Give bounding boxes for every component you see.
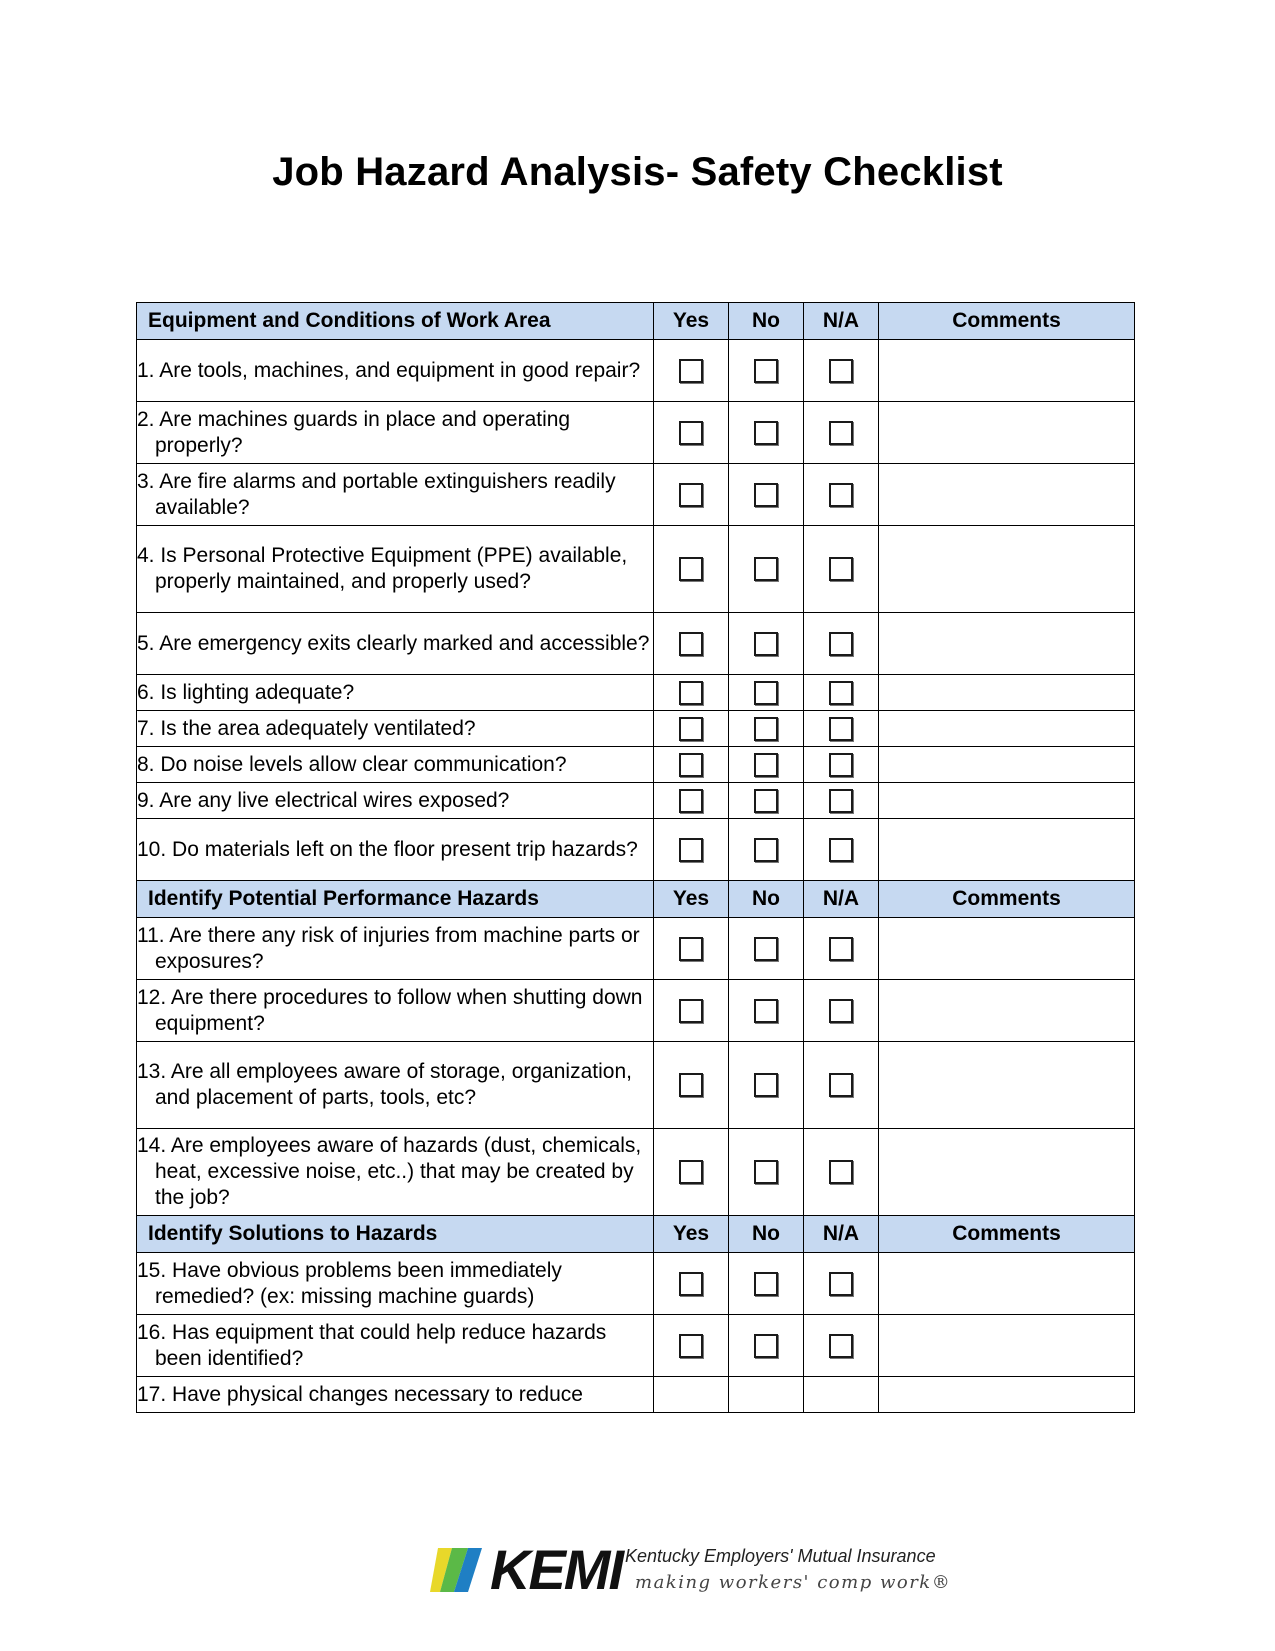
question-text: 2. Are machines guards in place and operating properly? — [137, 407, 571, 457]
no-cell — [729, 1377, 804, 1413]
company-name: Kentucky Employers' Mutual Insurance — [625, 1546, 936, 1566]
no-cell — [729, 675, 804, 711]
no-cell — [729, 1315, 804, 1377]
question-cell — [137, 711, 654, 747]
no-checkbox[interactable] — [754, 838, 778, 862]
checklist-row — [137, 1129, 1135, 1216]
yes-cell — [654, 526, 729, 613]
na-checkbox[interactable] — [829, 1334, 853, 1358]
no-cell — [729, 819, 804, 881]
no-cell — [729, 783, 804, 819]
no-checkbox[interactable] — [754, 1160, 778, 1184]
no-cell — [729, 1129, 804, 1216]
no-checkbox[interactable] — [754, 1272, 778, 1296]
no-column-header: No — [729, 303, 804, 340]
na-cell — [804, 675, 879, 711]
na-cell — [804, 918, 879, 980]
checklist-row — [137, 1253, 1135, 1315]
question-cell — [137, 613, 654, 675]
na-cell — [804, 980, 879, 1042]
no-checkbox[interactable] — [754, 1073, 778, 1097]
question-text: 5. Are emergency exits clearly marked and accessible? — [137, 631, 650, 655]
no-cell — [729, 980, 804, 1042]
no-cell — [729, 1253, 804, 1315]
checklist-row — [137, 711, 1135, 747]
yes-cell — [654, 675, 729, 711]
yes-cell — [654, 1042, 729, 1129]
comments-cell[interactable] — [879, 526, 1135, 613]
yes-checkbox[interactable] — [679, 1334, 703, 1358]
question-cell — [137, 783, 654, 819]
checklist-row — [137, 1315, 1135, 1377]
na-cell — [804, 783, 879, 819]
comments-cell[interactable] — [879, 980, 1135, 1042]
no-cell — [729, 1042, 804, 1129]
yes-cell — [654, 613, 729, 675]
na-cell — [804, 1377, 879, 1413]
question-cell — [137, 526, 654, 613]
checklist-row — [137, 464, 1135, 526]
yes-cell — [654, 402, 729, 464]
question-text: 15. Have obvious problems been immediately remedied? (ex: missing machine guards) — [137, 1258, 562, 1308]
na-checkbox[interactable] — [829, 717, 853, 741]
no-cell — [729, 613, 804, 675]
yes-checkbox[interactable] — [679, 632, 703, 656]
no-checkbox[interactable] — [754, 557, 778, 581]
no-checkbox[interactable] — [754, 789, 778, 813]
question-cell — [137, 675, 654, 711]
yes-column-header: Yes — [654, 1216, 729, 1253]
comments-cell[interactable] — [879, 675, 1135, 711]
yes-cell — [654, 819, 729, 881]
na-cell — [804, 464, 879, 526]
question-text: 17. Have physical changes necessary to reduce — [137, 1382, 583, 1406]
comments-cell[interactable] — [879, 918, 1135, 980]
checklist-row — [137, 613, 1135, 675]
yes-cell — [654, 747, 729, 783]
yes-cell — [654, 1129, 729, 1216]
na-column-header: N/A — [804, 881, 879, 918]
yes-checkbox[interactable] — [679, 1073, 703, 1097]
no-checkbox[interactable] — [754, 753, 778, 777]
comments-cell[interactable] — [879, 1042, 1135, 1129]
na-cell — [804, 711, 879, 747]
yes-cell — [654, 918, 729, 980]
yes-checkbox[interactable] — [679, 937, 703, 961]
yes-cell — [654, 1315, 729, 1377]
na-checkbox[interactable] — [829, 681, 853, 705]
question-text: 4. Is Personal Protective Equipment (PPE) available, properly maintained, and properly used? — [137, 544, 628, 593]
no-checkbox[interactable] — [754, 359, 778, 383]
yes-cell — [654, 980, 729, 1042]
comments-cell[interactable] — [879, 819, 1135, 881]
no-checkbox[interactable] — [754, 421, 778, 445]
no-column-header: No — [729, 1216, 804, 1253]
question-cell — [137, 1042, 654, 1129]
section-heading: Equipment and Conditions of Work Area — [137, 303, 654, 340]
yes-checkbox[interactable] — [679, 1272, 703, 1296]
na-column-header: N/A — [804, 1216, 879, 1253]
no-cell — [729, 464, 804, 526]
section-header-equipment — [137, 303, 1135, 340]
comments-cell[interactable] — [879, 783, 1135, 819]
kemi-wordmark: KEMI — [490, 1538, 622, 1601]
comments-column-header: Comments — [879, 1216, 1135, 1253]
yes-checkbox[interactable] — [679, 681, 703, 705]
na-cell — [804, 819, 879, 881]
na-checkbox[interactable] — [829, 359, 853, 383]
no-checkbox[interactable] — [754, 937, 778, 961]
na-cell — [804, 747, 879, 783]
na-cell — [804, 402, 879, 464]
question-text: 13. Are all employees aware of storage, organization, and placement of parts, tools, etc? — [137, 1060, 632, 1109]
na-cell — [804, 1253, 879, 1315]
na-cell — [804, 1315, 879, 1377]
question-cell — [137, 980, 654, 1042]
section-header-performance-hazards — [137, 881, 1135, 918]
no-cell — [729, 711, 804, 747]
question-text: 1. Are tools, machines, and equipment in good repair? — [137, 358, 641, 382]
checklist-row — [137, 340, 1135, 402]
question-cell — [137, 747, 654, 783]
comments-cell[interactable] — [879, 613, 1135, 675]
question-cell — [137, 402, 654, 464]
no-cell — [729, 402, 804, 464]
question-text: 11. Are there any risk of injuries from machine parts or exposures? — [137, 923, 640, 973]
comments-cell[interactable] — [879, 747, 1135, 783]
yes-cell — [654, 464, 729, 526]
no-checkbox[interactable] — [754, 681, 778, 705]
na-checkbox[interactable] — [829, 632, 853, 656]
question-cell — [137, 464, 654, 526]
na-checkbox[interactable] — [829, 1160, 853, 1184]
comments-cell[interactable] — [879, 1377, 1135, 1413]
yes-cell — [654, 783, 729, 819]
na-column-header: N/A — [804, 303, 879, 340]
question-cell — [137, 1315, 654, 1377]
checklist-row — [137, 675, 1135, 711]
yes-checkbox[interactable] — [679, 1160, 703, 1184]
yes-checkbox[interactable] — [679, 753, 703, 777]
no-cell — [729, 526, 804, 613]
checklist-row — [137, 819, 1135, 881]
question-text: 16. Has equipment that could help reduce hazards been identified? — [137, 1320, 607, 1370]
na-checkbox[interactable] — [829, 789, 853, 813]
na-checkbox[interactable] — [829, 937, 853, 961]
no-cell — [729, 918, 804, 980]
no-checkbox[interactable] — [754, 717, 778, 741]
checklist-row — [137, 1377, 1135, 1413]
yes-checkbox[interactable] — [679, 557, 703, 581]
no-cell — [729, 340, 804, 402]
na-checkbox[interactable] — [829, 838, 853, 862]
na-checkbox[interactable] — [829, 557, 853, 581]
yes-column-header: Yes — [654, 303, 729, 340]
yes-column-header: Yes — [654, 881, 729, 918]
section-heading: Identify Potential Performance Hazards — [137, 881, 654, 918]
checklist-row — [137, 747, 1135, 783]
section-heading: Identify Solutions to Hazards — [137, 1216, 654, 1253]
na-checkbox[interactable] — [829, 1272, 853, 1296]
section-header-solutions — [137, 1216, 1135, 1253]
comments-cell[interactable] — [879, 464, 1135, 526]
yes-checkbox[interactable] — [679, 483, 703, 507]
kemi-logo-mark-icon — [430, 1546, 488, 1594]
comments-cell[interactable] — [879, 340, 1135, 402]
comments-cell[interactable] — [879, 1129, 1135, 1216]
na-cell — [804, 340, 879, 402]
checklist-row — [137, 402, 1135, 464]
question-cell — [137, 1377, 654, 1413]
na-checkbox[interactable] — [829, 421, 853, 445]
yes-cell — [654, 711, 729, 747]
comments-column-header: Comments — [879, 303, 1135, 340]
question-text: 8. Do noise levels allow clear communication? — [137, 752, 567, 776]
question-cell — [137, 819, 654, 881]
page-title: Job Hazard Analysis- Safety Checklist — [272, 150, 1003, 194]
question-text: 14. Are employees aware of hazards (dust, chemicals, heat, excessive noise, etc..) that may be created by the job? — [137, 1134, 642, 1209]
company-tagline: making workers' comp work® — [635, 1572, 952, 1593]
na-checkbox[interactable] — [829, 1073, 853, 1097]
question-cell — [137, 918, 654, 980]
na-cell — [804, 1129, 879, 1216]
checklist-row — [137, 526, 1135, 613]
question-cell — [137, 1253, 654, 1315]
na-cell — [804, 526, 879, 613]
na-checkbox[interactable] — [829, 999, 853, 1023]
na-cell — [804, 613, 879, 675]
kemi-logo — [430, 1538, 952, 1601]
yes-cell — [654, 1377, 729, 1413]
question-text: 6. Is lighting adequate? — [137, 680, 355, 704]
checklist-row — [137, 980, 1135, 1042]
comments-cell[interactable] — [879, 1253, 1135, 1315]
yes-cell — [654, 1253, 729, 1315]
comments-cell[interactable] — [879, 711, 1135, 747]
na-cell — [804, 1042, 879, 1129]
checklist-row — [137, 1042, 1135, 1129]
question-text: 9. Are any live electrical wires exposed? — [137, 788, 510, 812]
yes-checkbox[interactable] — [679, 421, 703, 445]
comments-cell[interactable] — [879, 1315, 1135, 1377]
yes-checkbox[interactable] — [679, 717, 703, 741]
yes-checkbox[interactable] — [679, 838, 703, 862]
yes-checkbox[interactable] — [679, 359, 703, 383]
checklist-row — [137, 918, 1135, 980]
no-checkbox[interactable] — [754, 999, 778, 1023]
no-cell — [729, 747, 804, 783]
na-checkbox[interactable] — [829, 753, 853, 777]
question-text: 7. Is the area adequately ventilated? — [137, 716, 476, 740]
no-checkbox[interactable] — [754, 1334, 778, 1358]
safety-checklist-table — [136, 302, 1135, 1413]
yes-checkbox[interactable] — [679, 789, 703, 813]
no-column-header: No — [729, 881, 804, 918]
comments-column-header: Comments — [879, 881, 1135, 918]
question-cell — [137, 340, 654, 402]
comments-cell[interactable] — [879, 402, 1135, 464]
question-text: 10. Do materials left on the floor present trip hazards? — [137, 837, 638, 861]
yes-cell — [654, 340, 729, 402]
question-text: 12. Are there procedures to follow when shutting down equipment? — [137, 985, 643, 1035]
na-checkbox[interactable] — [829, 483, 853, 507]
question-text: 3. Are fire alarms and portable extinguishers readily available? — [137, 469, 616, 519]
no-checkbox[interactable] — [754, 483, 778, 507]
checklist-row — [137, 783, 1135, 819]
yes-checkbox[interactable] — [679, 999, 703, 1023]
no-checkbox[interactable] — [754, 632, 778, 656]
question-cell — [137, 1129, 654, 1216]
